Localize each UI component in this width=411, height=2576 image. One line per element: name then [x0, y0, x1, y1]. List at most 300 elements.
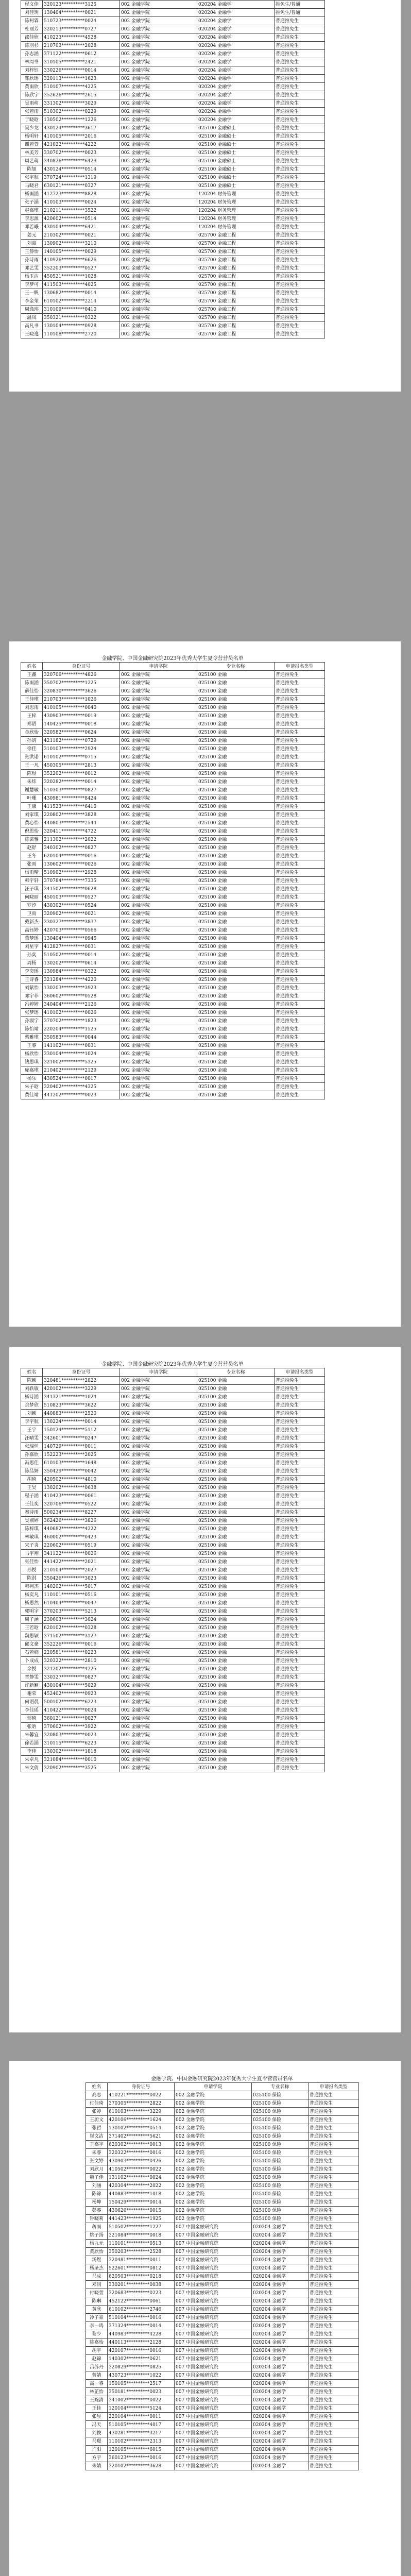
cell-id-number: 410221**********0022: [108, 2091, 175, 2099]
cell-major: 025100 金融: [197, 827, 275, 836]
cell-application-type: 普通推免生: [275, 1001, 325, 1009]
cell-name: 谢若萱: [21, 141, 43, 149]
cell-application-type: 普通推免生: [275, 1624, 325, 1632]
cell-major: 120204 财务管理: [197, 223, 275, 231]
cell-major: 025100 金融: [197, 1632, 275, 1640]
table-row: [21, 1649, 325, 1657]
cell-school: 002 金融学院: [120, 1541, 197, 1550]
cell-id-number: 330104**********1024: [43, 1050, 120, 1058]
table-row: [21, 1393, 325, 1401]
cell-school: 002 金融学院: [120, 1385, 197, 1393]
column-header-id-number: 身份证号: [108, 2083, 175, 2091]
cell-school: 002 金融学院: [120, 778, 197, 786]
cell-major: 020204 金融学: [252, 2429, 309, 2437]
cell-school: 002 金融学院: [175, 2165, 252, 2174]
cell-id-number: 220204**********1525: [43, 1025, 120, 1033]
cell-school: 002 金融学院: [120, 25, 197, 33]
cell-application-type: 普通推免生: [275, 124, 325, 132]
table-row: [21, 1509, 325, 1517]
cell-application-type: 普通推免生: [275, 1050, 325, 1058]
cell-application-type: 普通推免生: [309, 2182, 359, 2190]
cell-application-type: 普通推免生: [309, 2380, 359, 2388]
cell-application-type: 普通推免生: [275, 1091, 325, 1099]
cell-school: 002 金融学院: [120, 935, 197, 943]
cell-application-type: 普通推免生: [275, 83, 325, 91]
cell-application-type: 普通推免生: [275, 1748, 325, 1756]
table-row: [21, 42, 325, 50]
table-row: [21, 248, 325, 256]
cell-name: 邓若曦: [21, 223, 43, 231]
cell-school: 007 中国金融研究院: [175, 2231, 252, 2240]
cell-application-type: 普通推免生: [275, 1467, 325, 1476]
cell-major: 025100 金融: [197, 951, 275, 959]
cell-id-number: 522601**********0812: [108, 2264, 175, 2273]
cell-major: 025100 金融: [197, 1426, 275, 1434]
table-row: [86, 2207, 359, 2215]
cell-id-number: 321084**********0010: [43, 1756, 120, 1764]
cell-application-type: 普通推免生: [309, 2108, 359, 2116]
cell-major: 025100 金融: [197, 1042, 275, 1050]
cell-id-number: 130404**********0945: [43, 935, 120, 943]
cell-application-type: 普通推免生: [275, 926, 325, 935]
cell-name: 薛佳怡: [21, 687, 43, 696]
cell-school: 002 金融学院: [120, 289, 197, 297]
table-row: [86, 2371, 359, 2380]
cell-major: 120204 财务管理: [197, 190, 275, 198]
cell-major: 025100 金融硕士: [197, 157, 275, 165]
cell-id-number: 420703**********0566: [43, 926, 120, 935]
cell-major: 025100 金融: [197, 1649, 275, 1657]
cell-name: 王睿: [21, 1042, 43, 1050]
cell-school: 002 金融学院: [120, 174, 197, 182]
column-header-major: 专业名称: [252, 2083, 309, 2091]
cell-school: 002 金融学院: [175, 2116, 252, 2124]
cell-id-number: 430903**********0426: [108, 2157, 175, 2165]
cell-major: 025700 金融工程: [197, 330, 275, 338]
cell-application-type: 普通推免生: [275, 786, 325, 794]
cell-application-type: 普通推免生: [309, 2198, 359, 2207]
cell-major: 025100 金融: [197, 1009, 275, 1017]
table-row: [21, 1033, 325, 1042]
cell-name: 朱馨宜: [21, 1731, 43, 1739]
cell-name: 邵佳欣: [21, 33, 43, 42]
table-row: [21, 687, 325, 696]
cell-name: 温凤: [21, 314, 43, 322]
cell-application-type: 普通推免生: [275, 1385, 325, 1393]
cell-id-number: 360123**********0016: [108, 2454, 175, 2462]
cell-major: 025100 保险: [252, 2099, 309, 2108]
cell-name: 杨圣杰: [86, 2264, 108, 2273]
cell-id-number: 131102**********0024: [108, 2174, 175, 2182]
table-row: [21, 786, 325, 794]
cell-name: 魏思颖: [21, 1632, 43, 1640]
cell-application-type: 普通推免生: [275, 1033, 325, 1042]
cell-major: 025100 保险: [252, 2182, 309, 2190]
cell-id-number: 340826**********6429: [43, 157, 120, 165]
cell-application-type: 普通推免生: [275, 91, 325, 99]
cell-major: 025100 金融: [197, 1607, 275, 1616]
cell-id-number: 220104**********0011: [108, 2413, 175, 2421]
cell-name: 蔡雅琪: [21, 1033, 43, 1042]
cell-name: 张洪诺: [21, 753, 43, 761]
cell-name: 胡宇: [86, 2347, 108, 2355]
cell-id-number: 620302**********0013: [108, 2141, 175, 2149]
cell-application-type: 普通推免生: [275, 1434, 325, 1443]
cell-id-number: 510902**********2928: [43, 869, 120, 877]
cell-school: 007 中国金融研究院: [175, 2363, 252, 2371]
cell-application-type: 普通推免生: [275, 1083, 325, 1091]
cell-application-type: 普通推免生: [309, 2347, 359, 2355]
cell-name: 张子涵: [21, 198, 43, 207]
cell-application-type: 普通推免生: [275, 157, 325, 165]
cell-id-number: 410423**********0061: [43, 1492, 120, 1500]
cell-major: 020204 金融学: [252, 2355, 309, 2363]
cell-id-number: 430281**********3217: [108, 2429, 175, 2437]
cell-application-type: 普通推免生: [275, 720, 325, 728]
cell-school: 002 金融学院: [120, 1706, 197, 1715]
cell-application-type: 普通推免生: [275, 1058, 325, 1066]
cell-name: 章静雯: [21, 1673, 43, 1682]
cell-name: 周艺萌: [21, 157, 43, 165]
cell-school: 007 中国金融研究院: [175, 2330, 252, 2338]
cell-major: 025100 金融: [197, 745, 275, 753]
cell-id-number: 440682**********4222: [43, 1525, 120, 1533]
cell-major: 020204 金融学: [252, 2347, 309, 2355]
cell-application-type: 普通推免生: [275, 17, 325, 25]
cell-application-type: 普通推免生: [275, 1706, 325, 1715]
column-header-id-number: 身份证号: [43, 663, 120, 671]
cell-application-type: 普通推免生: [275, 712, 325, 720]
table-row: [21, 1025, 325, 1033]
table-row: [21, 1731, 325, 1739]
cell-major: 025100 保险: [252, 2190, 309, 2198]
cell-name: 杨奕凡: [21, 1591, 43, 1599]
cell-school: 002 金融学院: [120, 1066, 197, 1075]
cell-id-number: 430903**********0019: [43, 712, 120, 720]
cell-name: 孙奕: [21, 951, 43, 959]
cell-id-number: 210703**********1026: [43, 696, 120, 704]
cell-id-number: 320123**********3125: [43, 1, 120, 9]
cell-id-number: 331302**********3029: [43, 99, 120, 108]
cell-major: 025100 金融: [197, 1443, 275, 1451]
roster-page-3: [9, 1347, 401, 2032]
cell-school: 002 金融学院: [120, 951, 197, 959]
cell-id-number: 371122**********0612: [43, 50, 120, 58]
cell-id-number: 370702**********1823: [43, 1017, 120, 1025]
cell-major: 025100 保险: [252, 2215, 309, 2223]
cell-application-type: 普通推免生: [309, 2174, 359, 2182]
cell-major: 025100 金融: [197, 1451, 275, 1459]
cell-school: 002 金融学院: [120, 1591, 197, 1599]
cell-id-number: 441423**********1925: [108, 2215, 175, 2223]
cell-major: 020204 金融学: [252, 2240, 309, 2248]
cell-school: 007 中国金融研究院: [175, 2355, 252, 2363]
table-row: [86, 2182, 359, 2190]
cell-major: 025100 金融: [197, 992, 275, 1001]
cell-name: 周子涵: [21, 1616, 43, 1624]
table-row: [21, 968, 325, 976]
cell-application-type: 普通推免生: [275, 322, 325, 330]
cell-id-number: 620503**********0218: [108, 2273, 175, 2281]
cell-major: 025100 金融: [197, 1640, 275, 1649]
cell-major: 025100 金融: [197, 1017, 275, 1025]
cell-id-number: 371324**********0014: [108, 2322, 175, 2330]
cell-name: 朱子晗: [21, 1083, 43, 1091]
cell-application-type: 普通推免生: [275, 1640, 325, 1649]
cell-school: 002 金融学院: [120, 1607, 197, 1616]
cell-id-number: 350203**********2528: [108, 2248, 175, 2256]
cell-name: 谢荣: [21, 1690, 43, 1698]
cell-application-type: 普通推免生: [275, 223, 325, 231]
cell-application-type: 普通推免生: [275, 132, 325, 141]
cell-school: 007 中国金融研究院: [175, 2223, 252, 2231]
cell-application-type: 普通推免生: [309, 2363, 359, 2371]
cell-major: 020204 金融学: [252, 2330, 309, 2338]
cell-major: 025100 金融: [197, 1066, 275, 1075]
table-row: [21, 99, 325, 108]
cell-school: 002 金融学院: [120, 1401, 197, 1410]
cell-id-number: 321284**********4220: [43, 976, 120, 984]
cell-school: 002 金融学院: [120, 149, 197, 157]
cell-id-number: 320213**********0727: [43, 25, 120, 33]
cell-application-type: 普通推免生: [275, 1492, 325, 1500]
cell-major: 025100 金融: [197, 926, 275, 935]
cell-id-number: 150429**********0014: [108, 2198, 175, 2207]
cell-application-type: 普通推免生: [275, 1377, 325, 1385]
cell-application-type: 普通推免生: [275, 860, 325, 869]
cell-name: 石若楠: [21, 1649, 43, 1657]
cell-application-type: 普通推免生: [309, 2429, 359, 2437]
cell-id-number: 320411**********4722: [43, 827, 120, 836]
cell-name: 程子涵: [21, 1492, 43, 1500]
page-title: 金融学院、中国金融研究院2023年优秀大学生夏令营营员名单: [151, 2076, 293, 2082]
cell-name: 王冬: [21, 852, 43, 860]
cell-name: 张佳怡: [21, 1558, 43, 1566]
cell-application-type: 普通推免生: [275, 935, 325, 943]
cell-id-number: 130404**********0021: [43, 9, 120, 17]
cell-major: 025100 金融: [197, 1509, 275, 1517]
cell-name: 宋子炎: [21, 1541, 43, 1550]
table-row: [21, 1426, 325, 1434]
cell-school: 002 金融学院: [120, 753, 197, 761]
table-row: [21, 1050, 325, 1058]
cell-id-number: 371502**********3127: [43, 1632, 120, 1640]
cell-application-type: 普通推免生: [309, 2273, 359, 2281]
cell-school: 007 中国金融研究院: [175, 2380, 252, 2388]
cell-application-type: 普通推免生: [275, 1410, 325, 1418]
cell-application-type: 推免生/普通: [275, 9, 325, 17]
column-header-name: 姓名: [21, 663, 43, 671]
table-row: [21, 33, 325, 42]
cell-application-type: 普通推免生: [275, 297, 325, 306]
cell-school: 007 中国金融研究院: [175, 2462, 252, 2470]
cell-application-type: 普通推免生: [275, 182, 325, 190]
table-row: [21, 9, 325, 17]
cell-name: 王诗睿: [21, 976, 43, 984]
cell-application-type: 普通推免生: [309, 2388, 359, 2396]
cell-school: 002 金融学院: [120, 297, 197, 306]
cell-school: 007 中国金融研究院: [175, 2289, 252, 2297]
table-row: [21, 902, 325, 910]
cell-id-number: 340404**********2126: [43, 1001, 120, 1009]
cell-application-type: 普通推免生: [275, 273, 325, 281]
cell-name: 林美芳: [21, 149, 43, 157]
cell-name: 蒋雨: [86, 2223, 108, 2231]
cell-id-number: 330702**********0023: [43, 149, 120, 157]
cell-school: 002 金融学院: [120, 116, 197, 124]
cell-name: 刘涵: [86, 2182, 108, 2190]
cell-school: 002 金融学院: [120, 737, 197, 745]
cell-application-type: 普通推免生: [309, 2124, 359, 2132]
cell-application-type: 普通推免生: [275, 811, 325, 819]
cell-name: 庞嘉琪: [21, 1066, 43, 1075]
cell-name: 张若雨: [21, 108, 43, 116]
table-row: [21, 1385, 325, 1393]
cell-name: 高一睿: [86, 2380, 108, 2388]
cell-id-number: 210402**********2129: [43, 1066, 120, 1075]
cell-school: 002 金融学院: [120, 976, 197, 984]
cell-name: 邱文豪: [21, 1640, 43, 1649]
cell-application-type: 普通推免生: [275, 1649, 325, 1657]
cell-id-number: 321084**********0018: [108, 2231, 175, 2240]
cell-application-type: 普通推免生: [309, 2091, 359, 2099]
cell-application-type: 普通推免生: [275, 75, 325, 83]
cell-application-type: 普通推免生: [275, 852, 325, 860]
cell-name: 胡琦: [21, 1476, 43, 1484]
cell-school: 002 金融学院: [120, 918, 197, 926]
cell-application-type: 普通推免生: [275, 1509, 325, 1517]
table-row: [21, 231, 325, 240]
cell-major: 025700 金融工程: [197, 273, 275, 281]
cell-id-number: 352226**********0016: [43, 1640, 120, 1649]
cell-application-type: 普通推免生: [275, 165, 325, 174]
table-row: [21, 794, 325, 803]
cell-id-number: 510104**********0016: [108, 2314, 175, 2322]
table-row: [21, 1723, 325, 1731]
cell-id-number: 430124**********0514: [43, 165, 120, 174]
cell-application-type: 普通推免生: [309, 2437, 359, 2446]
cell-id-number: 140202**********5017: [43, 1583, 120, 1591]
cell-application-type: 普通推免生: [275, 1764, 325, 1772]
cell-id-number: 350702**********1225: [43, 679, 120, 687]
table-row: [86, 2388, 359, 2396]
cell-major: 025100 金融: [197, 1574, 275, 1583]
table-row: [86, 2256, 359, 2264]
cell-major: 025100 金融: [197, 704, 275, 712]
cell-id-number: 152223**********2025: [43, 1451, 120, 1459]
cell-application-type: 普通推免生: [275, 289, 325, 297]
cell-id-number: 320402**********4325: [43, 1083, 120, 1091]
cell-major: 025100 金融: [197, 1715, 275, 1723]
cell-application-type: 普通推免生: [309, 2338, 359, 2347]
cell-name: 李奕瑶: [21, 968, 43, 976]
cell-major: 025100 金融: [197, 877, 275, 885]
cell-application-type: 普通推免生: [275, 1401, 325, 1410]
cell-major: 025100 金融: [197, 1459, 275, 1467]
cell-school: 002 金融学院: [120, 1418, 197, 1426]
cell-id-number: 321002**********5325: [43, 1058, 120, 1066]
cell-major: 020204 金融学: [197, 91, 275, 99]
cell-major: 025100 金融硕士: [197, 174, 275, 182]
cell-school: 002 金融学院: [120, 157, 197, 165]
cell-major: 025100 金融: [197, 1533, 275, 1541]
cell-major: 025100 金融: [197, 1091, 275, 1099]
cell-school: 007 中国金融研究院: [175, 2404, 252, 2413]
cell-school: 002 金融学院: [120, 1410, 197, 1418]
table-row: [21, 1591, 325, 1599]
page-title: 金融学院、中国金融研究院2023年优秀大学生夏令营营员名单: [101, 1362, 244, 1367]
cell-application-type: 普通推免生: [275, 1731, 325, 1739]
table-row: [21, 704, 325, 712]
cell-application-type: 普通推免生: [309, 2314, 359, 2322]
cell-name: 冷子豪: [86, 2314, 108, 2322]
cell-school: 002 金融学院: [120, 910, 197, 918]
cell-application-type: 普通推免生: [309, 2421, 359, 2429]
cell-major: 025100 金融: [197, 1393, 275, 1401]
cell-major: 020204 金融学: [197, 42, 275, 50]
table-row: [21, 322, 325, 330]
cell-major: 020204 金融学: [197, 1, 275, 9]
table-row: [86, 2338, 359, 2347]
table-row: [86, 2240, 359, 2248]
cell-name: 林芷怡: [86, 2388, 108, 2396]
cell-name: 王佳奕: [21, 1500, 43, 1509]
table-row: [86, 2380, 359, 2388]
cell-id-number: 150124**********5112: [43, 1426, 120, 1434]
cell-application-type: 普通推免生: [275, 893, 325, 902]
cell-major: 020204 金融学: [197, 83, 275, 91]
cell-name: 付晓萱: [86, 2289, 108, 2297]
cell-major: 025100 保险: [252, 2207, 309, 2215]
table-row: [21, 803, 325, 811]
table-row: [21, 1009, 325, 1017]
cell-school: 002 金融学院: [175, 2141, 252, 2149]
cell-major: 025100 金融: [197, 1377, 275, 1385]
cell-id-number: 510823**********3622: [43, 1401, 120, 1410]
cell-name: 陈煜: [21, 770, 43, 778]
cell-school: 002 金融学院: [120, 968, 197, 976]
table-row: [86, 2215, 359, 2223]
cell-application-type: 普通推免生: [275, 728, 325, 737]
table-row: [86, 2429, 359, 2437]
cell-application-type: 普通推免生: [275, 687, 325, 696]
cell-school: 002 金融学院: [120, 770, 197, 778]
cell-school: 002 金融学院: [120, 1075, 197, 1083]
cell-id-number: 110102**********2313: [108, 2437, 175, 2446]
cell-name: 汤煜: [86, 2256, 108, 2264]
cell-application-type: 普通推免生: [309, 2240, 359, 2248]
cell-school: 002 金融学院: [120, 1583, 197, 1591]
cell-major: 020204 金融学: [252, 2462, 309, 2470]
cell-name: 孙悦: [21, 1566, 43, 1574]
cell-application-type: 普通推免生: [275, 844, 325, 852]
cell-name: 李思源: [21, 215, 43, 223]
cell-major: 025100 金融: [197, 728, 275, 737]
cell-name: 陈琳: [86, 2297, 108, 2306]
cell-name: 冯天: [86, 2421, 108, 2429]
table-row: [86, 2363, 359, 2371]
cell-major: 025100 金融: [197, 1591, 275, 1599]
cell-school: 002 金融学院: [175, 2198, 252, 2207]
cell-school: 002 金融学院: [120, 1042, 197, 1050]
cell-major: 025100 金融: [197, 1558, 275, 1566]
cell-id-number: 340302**********0827: [43, 844, 120, 852]
cell-id-number: 421182**********0729: [43, 737, 120, 745]
cell-name: 许新颖: [21, 1682, 43, 1690]
table-row: [86, 2297, 359, 2306]
cell-major: 025100 金融: [197, 1410, 275, 1418]
cell-application-type: 普通推免生: [275, 745, 325, 753]
